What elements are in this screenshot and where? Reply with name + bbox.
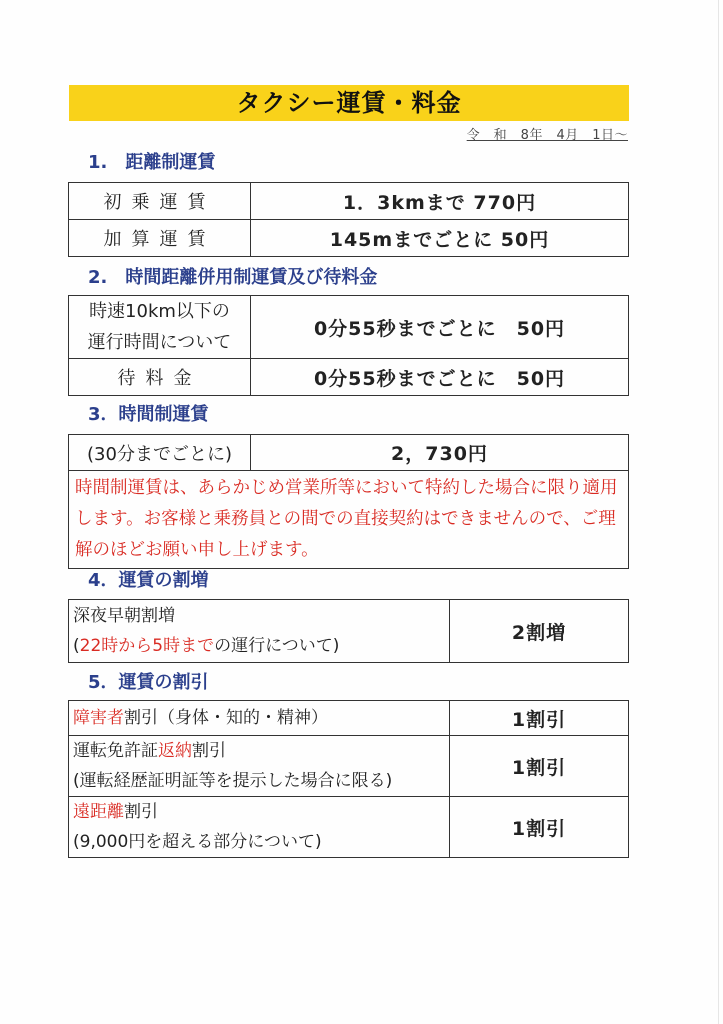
row-value: 2，730円	[251, 435, 629, 471]
row-label: 待料金	[69, 359, 251, 396]
row-label	[69, 701, 450, 736]
table-row	[69, 296, 629, 359]
table-row	[69, 220, 629, 257]
table-row	[69, 359, 629, 396]
row-label: 加算運賃	[69, 220, 251, 257]
row-label-line1	[73, 736, 449, 766]
row-label	[69, 736, 450, 797]
discount-table	[68, 700, 629, 858]
row-value: 1割引	[450, 701, 629, 736]
section-2-heading: 2. 時間距離併用制運賃及び待料金	[88, 267, 378, 288]
page-edge	[718, 0, 719, 1024]
plain-text: の運行について)	[214, 636, 340, 656]
row-label-line1	[73, 797, 449, 827]
row-value: 1．3kmまで 770円	[251, 183, 629, 220]
distance-fare-table	[68, 182, 629, 257]
time-distance-fare-table	[68, 295, 629, 396]
row-label: (30分までごとに)	[69, 435, 251, 471]
table-row	[69, 701, 629, 736]
highlight-text: 返納	[158, 741, 192, 761]
table-row	[69, 600, 629, 663]
row-value: 2割増	[450, 600, 629, 663]
row-label-line2: (9,000円を超える部分について)	[73, 832, 322, 852]
highlight-text: 遠距離	[73, 802, 124, 822]
row-label	[69, 600, 450, 663]
section-4-heading: 4．運賃の割増	[88, 570, 209, 591]
time-fare-note: 時間制運賃は、あらかじめ営業所等において特約した場合に限り適用します。お客様と乗務員との間での直接契約はできませんので、ご理解のほどお願い申し上げます。	[69, 471, 629, 569]
row-label-line2: 運行時間について	[87, 332, 232, 353]
table-row	[69, 183, 629, 220]
row-label-line1: 深夜早朝割増	[73, 606, 175, 626]
paren-open: (	[73, 636, 80, 656]
table-row	[69, 797, 629, 858]
row-value: 1割引	[450, 736, 629, 797]
row-value: 145mまでごとに 50円	[251, 220, 629, 257]
page-title: タクシー運賃・料金	[69, 85, 629, 121]
row-label-line2: (運転経歴証明証等を提示した場合に限る)	[73, 771, 393, 791]
row-label-line1: 時速10km以下の	[89, 301, 230, 322]
row-value: 1割引	[450, 797, 629, 858]
highlight-text: 22時から5時まで	[79, 636, 215, 656]
plain-text: 割引	[124, 802, 158, 822]
plain-text: 割引（身体・知的・精神）	[124, 708, 328, 728]
section-3-heading: 3．時間制運賃	[88, 404, 209, 425]
surcharge-table	[68, 599, 629, 663]
plain-text: 割引	[192, 741, 226, 761]
plain-text: 運転免許証	[73, 741, 158, 761]
section-5-heading: 5．運賃の割引	[88, 672, 209, 693]
highlight-text: 障害者	[73, 708, 124, 728]
effective-date: 令 和 8年 4月 1日～	[466, 128, 628, 143]
row-value: 0分55秒までごとに 50円	[251, 359, 629, 396]
row-label	[69, 797, 450, 858]
table-row	[69, 435, 629, 471]
row-value: 0分55秒までごとに 50円	[251, 296, 629, 359]
row-label: 初乗運賃	[69, 183, 251, 220]
section-1-heading: 1. 距離制運賃	[88, 152, 216, 173]
table-row	[69, 471, 629, 569]
table-row	[69, 736, 629, 797]
time-fare-table	[68, 434, 629, 569]
row-label	[69, 296, 251, 359]
row-label-line2	[73, 631, 449, 661]
